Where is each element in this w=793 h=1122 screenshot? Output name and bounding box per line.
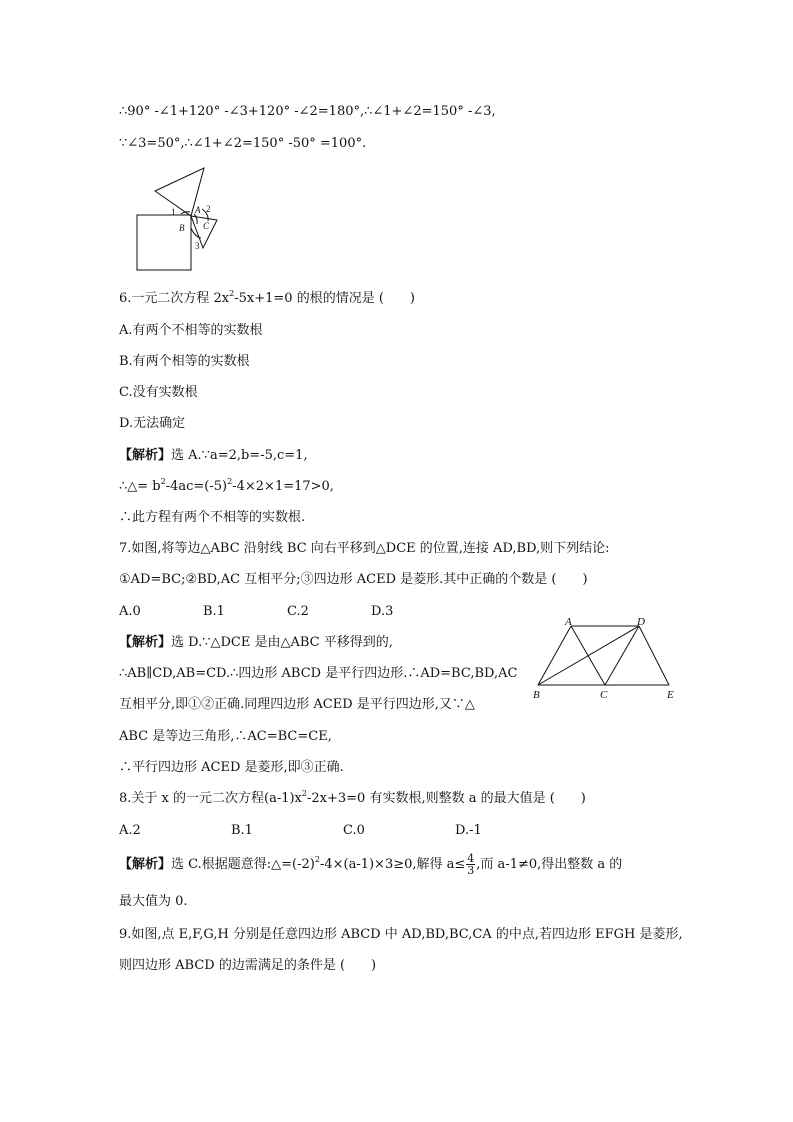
q7-solution-1: 【解析】选 D.∵△DCE 是由△ABC 平移得到的, [119, 635, 393, 650]
q7-stem-2: ①AD=BC;②BD,AC 互相平分;③四边形 ACED 是菱形.其中正确的个数是 ( ) [119, 572, 588, 587]
fig5-label-2: 2 [206, 204, 211, 214]
fraction-4-3: $\frac{4}{3}$ [467, 852, 475, 877]
q8-solution-2: 最大值为 0. [119, 894, 188, 909]
q8-option-d: D.-1 [455, 823, 482, 838]
q7-option-d: D.3 [371, 604, 394, 619]
q5-line1: ∴90° -∠1+120° -∠3+120° -∠2=180°,∴∠1+∠2=150° -∠3, [119, 104, 496, 119]
q8-solution-1: 【解析】选 C.根据题意得$:\triangle=(-2)^2-4\times(a-1)\times 3\ge 0$,解得 a≤ $\frac{4}{3}$ ,而 a-1≠0,得出整数 a 的 [119, 852, 623, 877]
fig5-label-3: 3 [195, 241, 200, 251]
fig5-label-1: 1 [171, 207, 176, 217]
fig5-label-B: B [179, 223, 185, 233]
q7-option-b: B.1 [203, 604, 225, 619]
q7-solution-2: ∴AB∥CD,AB=CD.∴四边形 ABCD 是平行四边形.∴AD=BC,BD,AC [119, 666, 518, 681]
fig7-label-D: D [637, 616, 645, 628]
q6-solution-tag: 【解析】 [119, 448, 172, 463]
q6-option-a: A.有两个不相等的实数根 [119, 323, 263, 338]
fig5-label-A: A [195, 205, 201, 215]
q6-stem: 6.一元二次方程 $2x^2-5x+1=0$ 的根的情况是 ( ) [119, 289, 415, 306]
q6-option-c: C.没有实数根 [119, 385, 198, 400]
fig7-label-E: E [667, 689, 674, 701]
q8-option-a: A.2 [119, 823, 141, 838]
fig7-segment-BD [538, 626, 639, 685]
fig5-arc-inner [194, 214, 197, 224]
q7-solution-tag: 【解析】 [119, 635, 172, 650]
q5-line2: ∵∠3=50°,∴∠1+∠2=150° -50° =100°. [119, 136, 367, 151]
q7-solution-3: 互相平分,即①②正确.同理四边形 ACED 是平行四边形,又∵△ [119, 697, 475, 712]
fig5-label-C: C [203, 221, 210, 231]
q9-stem-2: 则四边形 ABCD 的边需满足的条件是 ( ) [119, 958, 377, 973]
q8-option-c: C.0 [343, 823, 365, 838]
q8-stem: 8.关于 x 的一元二次方程$(a-1)x^2-2x+3=0$ 有实数根,则整数 a 的最大值是 ( ) [119, 789, 586, 806]
q8-option-b: B.1 [231, 823, 253, 838]
q6-solution-2: ∴△= $b^2-4ac=(-5)^2-4\times 2\times 1=17>0$, [119, 477, 334, 494]
fig7-segment-DE [639, 626, 669, 685]
fig7-label-A: A [565, 616, 572, 628]
q7-option-c: C.2 [287, 604, 309, 619]
fig5-arc-1 [181, 212, 190, 214]
fig7-segment-DC [605, 626, 639, 685]
figure-q7 [528, 616, 684, 704]
q6-solution-1: 【解析】选 A.∵a=2,b=-5,c=1, [119, 448, 308, 463]
q7-solution-4: ABC 是等边三角形,∴AC=BC=CE, [119, 729, 332, 744]
q7-option-a: A.0 [119, 604, 141, 619]
q7-solution-5: ∴平行四边形 ACED 是菱形,即③正确. [119, 760, 344, 775]
fig7-label-B: B [533, 689, 540, 701]
q6-option-d: D.无法确定 [119, 416, 186, 431]
q6-option-b: B.有两个相等的实数根 [119, 354, 250, 369]
fig7-segment-AB [538, 626, 571, 685]
q8-solution-tag: 【解析】 [119, 857, 172, 872]
q9-stem-1: 9.如图,点 E,F,G,H 分别是任意四边形 ABCD 中 AD,BD,BC,CA 的中点,若四边形 EFGH 是菱形, [119, 927, 683, 942]
fig7-label-C: C [600, 689, 608, 701]
q6-solution-3: ∴此方程有两个不相等的实数根. [119, 510, 306, 525]
q7-stem-1: 7.如图,将等边△ABC 沿射线 BC 向右平移到△DCE 的位置,连接 AD,BD,则下列结论: [119, 541, 610, 556]
figure-q5 [132, 162, 232, 274]
